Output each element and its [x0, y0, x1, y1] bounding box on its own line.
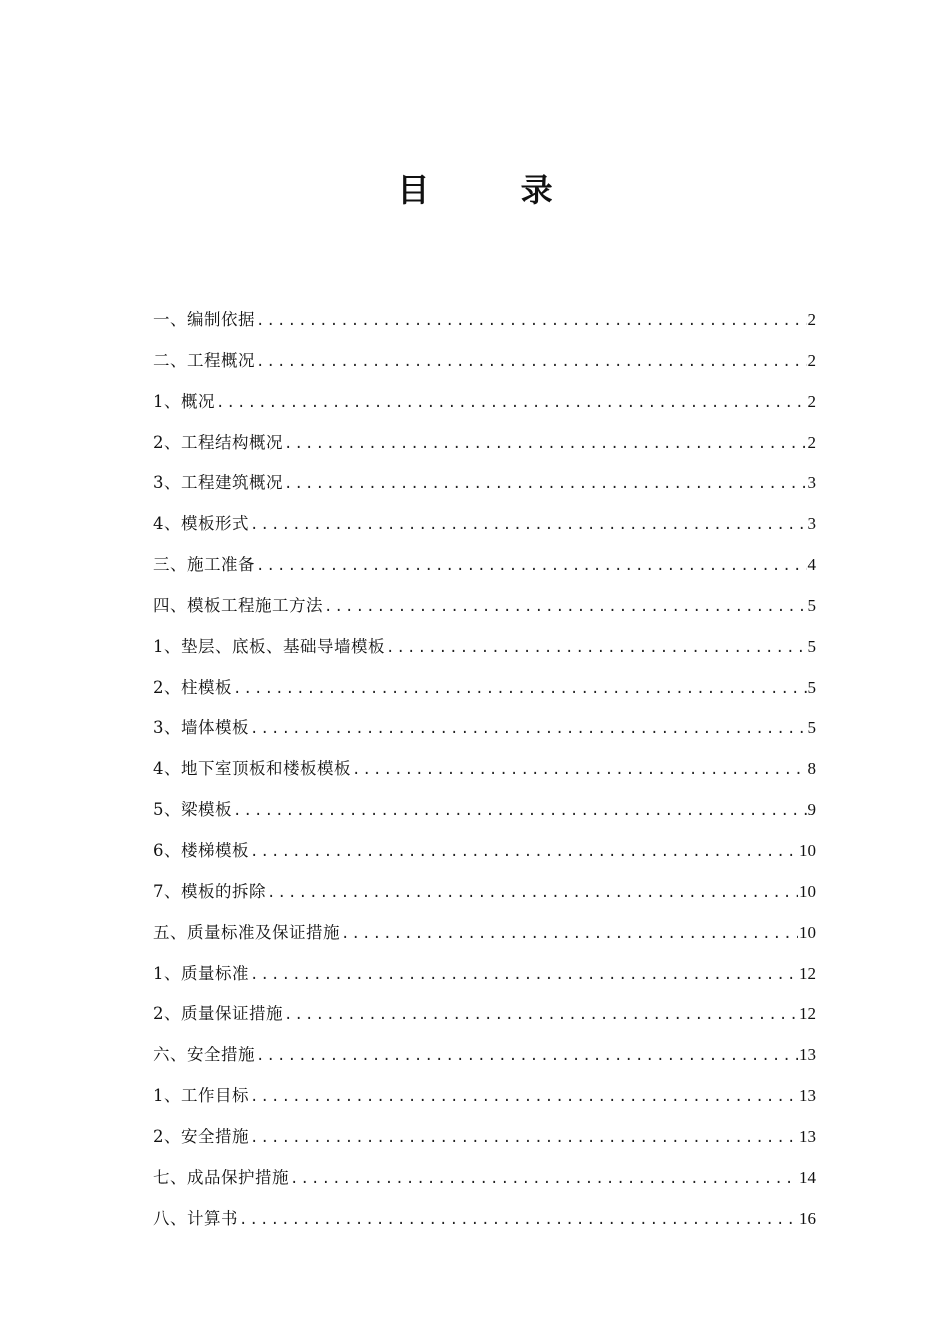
toc-entry-label: 3、墙体模板 [153, 718, 249, 738]
toc-entry[interactable] [153, 1076, 816, 1117]
toc-entry-label: 1、质量标准 [153, 963, 249, 983]
toc-entry-label: 1、概况 [153, 391, 215, 411]
toc-dot-leader [290, 1159, 798, 1200]
toc-entry-label: 二、工程概况 [153, 350, 255, 370]
toc-entry-label: 7、模板的拆除 [153, 881, 266, 901]
toc-entry-label: 2、质量保证措施 [153, 1004, 283, 1024]
toc-entry-label: 六、安全措施 [153, 1045, 255, 1065]
toc-entry[interactable] [153, 341, 816, 382]
toc-entry-page-number: 2 [807, 350, 816, 370]
toc-entry-page-number: 2 [807, 391, 816, 411]
toc-entry[interactable] [153, 1117, 816, 1158]
toc-entry[interactable] [153, 300, 816, 341]
toc-entry-label: 5、梁模板 [153, 800, 232, 820]
toc-entry[interactable] [153, 504, 816, 545]
toc-dot-leader [386, 628, 807, 669]
toc-entry[interactable] [153, 1158, 816, 1199]
toc-entry-label: 2、工程结构概况 [153, 432, 283, 452]
toc-entry-page-number: 10 [799, 881, 816, 901]
toc-entry-label: 3、工程建筑概况 [153, 473, 283, 493]
toc-dot-leader [284, 464, 807, 505]
toc-entry-page-number: 13 [799, 1126, 816, 1146]
toc-entry-label: 2、柱模板 [153, 677, 232, 697]
toc-dot-leader [216, 383, 807, 424]
toc-entry-page-number: 5 [807, 718, 816, 738]
toc-dot-leader [284, 995, 798, 1036]
toc-entry-page-number: 3 [807, 514, 816, 534]
toc-dot-leader [250, 955, 798, 996]
toc-dot-leader [250, 505, 807, 546]
toc-dot-leader [250, 1118, 798, 1159]
toc-entry[interactable] [153, 1199, 816, 1240]
toc-dot-leader [256, 546, 807, 587]
toc-dot-leader [267, 873, 798, 914]
toc-entry-label: 1、工作目标 [153, 1086, 249, 1106]
toc-dot-leader [256, 342, 807, 383]
toc-entry-page-number: 5 [807, 595, 816, 615]
toc-entry-label: 4、地下室顶板和楼板模板 [153, 759, 351, 779]
toc-entry-label: 2、安全措施 [153, 1126, 249, 1146]
toc-entry-label: 八、计算书 [153, 1208, 238, 1228]
toc-dot-leader [250, 709, 807, 750]
toc-entry-label: 五、质量标准及保证措施 [153, 922, 340, 942]
toc-dot-leader [250, 832, 798, 873]
toc-entry[interactable] [153, 1035, 816, 1076]
toc-entry[interactable] [153, 627, 816, 668]
toc-entry[interactable] [153, 749, 816, 790]
toc-dot-leader [284, 424, 807, 465]
toc-entry[interactable] [153, 954, 816, 995]
toc-dot-leader [352, 750, 807, 791]
toc-entry-page-number: 12 [799, 963, 816, 983]
toc-entry-page-number: 2 [807, 310, 816, 329]
toc-entry[interactable] [153, 913, 816, 954]
toc-entry-label: 三、施工准备 [153, 555, 255, 575]
toc-entry-page-number: 10 [799, 922, 816, 942]
toc-entry-label: 1、垫层、底板、基础导墙模板 [153, 636, 385, 656]
toc-entry-page-number: 5 [807, 636, 816, 656]
toc-entry[interactable] [153, 872, 816, 913]
toc-dot-leader [250, 1077, 798, 1118]
toc-entry[interactable] [153, 668, 816, 709]
toc-entry-page-number: 3 [807, 473, 816, 493]
toc-entry[interactable] [153, 382, 816, 423]
toc-entry-page-number: 14 [799, 1167, 816, 1187]
toc-dot-leader [233, 791, 807, 832]
toc-dot-leader [256, 301, 807, 342]
toc-entry[interactable] [153, 586, 816, 627]
toc-entry-page-number: 8 [807, 759, 816, 779]
table-of-contents [153, 300, 816, 1239]
toc-dot-leader [341, 914, 798, 955]
toc-entry-page-number: 16 [799, 1208, 816, 1228]
toc-entry-label: 6、楼梯模板 [153, 840, 249, 860]
toc-entry[interactable] [153, 994, 816, 1035]
toc-entry[interactable] [153, 831, 816, 872]
toc-dot-leader [324, 587, 807, 628]
toc-entry-page-number: 10 [799, 840, 816, 860]
toc-entry-label: 四、模板工程施工方法 [153, 595, 323, 615]
toc-entry[interactable] [153, 790, 816, 831]
toc-entry-label: 七、成品保护措施 [153, 1167, 289, 1187]
toc-dot-leader [256, 1036, 798, 1077]
page-title: 目 录 [397, 171, 593, 209]
toc-entry-page-number: 2 [807, 432, 816, 452]
toc-entry[interactable] [153, 463, 816, 504]
toc-entry-page-number: 4 [807, 555, 816, 575]
toc-entry[interactable] [153, 423, 816, 464]
toc-entry-label: 一、编制依据 [153, 310, 255, 329]
toc-dot-leader [239, 1200, 798, 1241]
toc-entry-label: 4、模板形式 [153, 514, 249, 534]
toc-entry-page-number: 13 [799, 1086, 816, 1106]
toc-entry-page-number: 12 [799, 1004, 816, 1024]
toc-entry-page-number: 5 [807, 677, 816, 697]
toc-entry-page-number: 13 [799, 1045, 816, 1065]
toc-entry[interactable] [153, 545, 816, 586]
toc-dot-leader [233, 669, 807, 710]
toc-entry[interactable] [153, 708, 816, 749]
toc-entry-page-number: 9 [807, 800, 816, 820]
